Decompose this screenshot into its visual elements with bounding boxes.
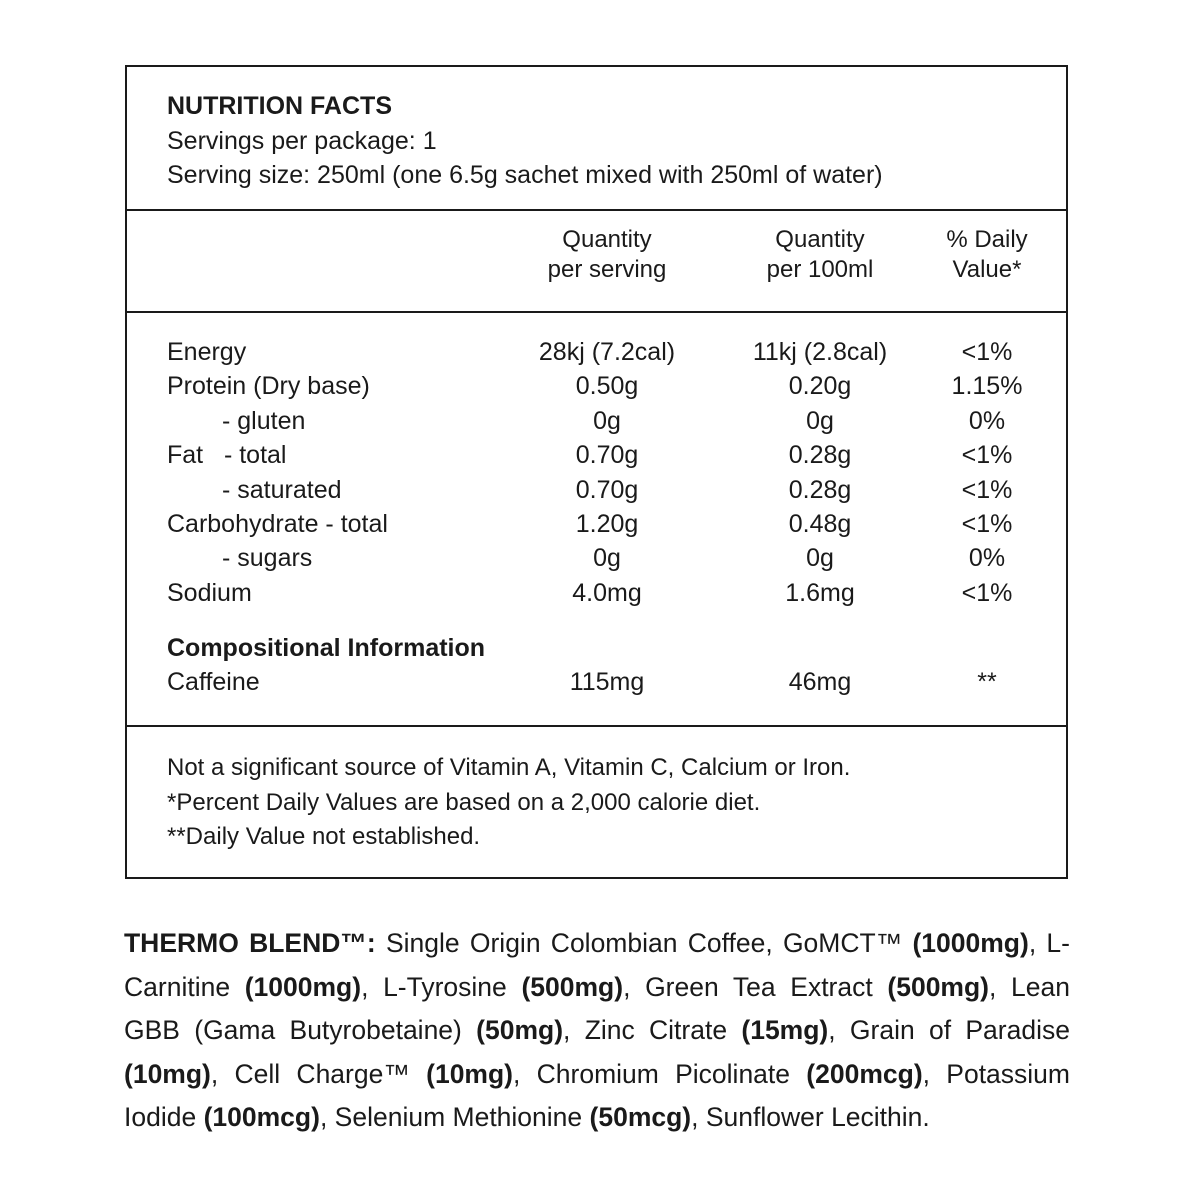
- ingredient-name: , L-Carnitine: [124, 928, 1070, 1002]
- daily-value: <1%: [961, 510, 1013, 538]
- table-row: [127, 369, 1066, 403]
- blend-title: THERMO BLEND™:: [124, 928, 376, 958]
- per-serving-value: 0g: [593, 544, 621, 573]
- column-header-per-serving: Quantity per serving: [547, 226, 667, 283]
- ingredient-quantity: (50mg): [476, 1015, 564, 1045]
- ingredient-quantity: (1000mg): [244, 971, 362, 1002]
- daily-value: <1%: [961, 338, 1013, 366]
- daily-value: <1%: [961, 441, 1013, 470]
- ingredient-name: , Cell Charge™: [210, 1058, 427, 1089]
- per-serving-value: 115mg: [569, 668, 645, 696]
- nutrient-label: - sugars: [222, 544, 313, 573]
- daily-value: <1%: [961, 578, 1013, 607]
- ingredient-name: , Green Tea Extract: [623, 971, 888, 1002]
- ingredient-name: , Lean GBB (Gama Butyrobetaine): [124, 971, 1070, 1045]
- ingredient-quantity: (500mg): [887, 971, 990, 1002]
- footnotes: [167, 751, 1066, 855]
- ingredient-name: , Selenium Methionine: [319, 1102, 590, 1132]
- ingredient-quantity: (15mg): [741, 1015, 829, 1045]
- ingredient-quantity: (10mg): [124, 1058, 211, 1089]
- nutrient-label: Protein (Dry base): [167, 372, 370, 401]
- per-100ml-value: 0.28g: [788, 441, 852, 470]
- per-serving-value: 1.20g: [575, 510, 639, 538]
- footnote-divider: [127, 725, 1066, 727]
- per-100ml-value: 0.28g: [788, 475, 852, 504]
- nutrient-label: Fat - total: [167, 441, 287, 470]
- nutrition-facts-panel: [125, 65, 1068, 879]
- nutrient-label: Sodium: [167, 578, 252, 607]
- per-100ml-value: 46mg: [788, 668, 852, 696]
- daily-value: 1.15%: [951, 372, 1023, 401]
- nutrient-label: Energy: [167, 338, 247, 366]
- table-row: [127, 404, 1066, 438]
- footnote: *Percent Daily Values are based on a 2,000 calorie diet.: [167, 788, 761, 816]
- footnote: **Daily Value not established.: [167, 823, 481, 850]
- serving-size: Serving size: 250ml (one 6.5g sachet mixed with 250ml of water): [167, 161, 883, 189]
- daily-value: <1%: [961, 475, 1013, 504]
- nutrient-label: Carbohydrate - total: [167, 510, 388, 538]
- ingredient-name: , Potassium Iodide: [124, 1058, 1070, 1132]
- header-divider: [127, 209, 1066, 211]
- nutrient-label: - gluten: [222, 406, 306, 435]
- per-serving-value: 28kj (7.2cal): [538, 338, 676, 366]
- ingredient-quantity: (100mcg): [203, 1102, 320, 1132]
- nutrient-label: Caffeine: [167, 668, 260, 696]
- per-serving-value: 0.70g: [575, 475, 639, 504]
- table-row: [127, 335, 1066, 369]
- per-100ml-value: 1.6mg: [785, 578, 855, 607]
- table-row: [127, 576, 1066, 610]
- per-100ml-value: 0g: [806, 544, 834, 573]
- per-serving-value: 0.50g: [575, 372, 639, 401]
- per-serving-value: 0.70g: [575, 441, 639, 470]
- table-row: [127, 541, 1066, 575]
- ingredient-quantity: (1000mg): [912, 928, 1029, 958]
- ingredient-name: , L-Tyrosine: [361, 971, 522, 1002]
- per-serving-value: 4.0mg: [572, 578, 642, 607]
- thermo-blend-ingredients: [124, 922, 1070, 1140]
- ingredient-quantity: (50mcg): [589, 1102, 692, 1132]
- ingredient-quantity: (200mcg): [806, 1058, 923, 1089]
- ingredient-name: , Zinc Citrate: [563, 1015, 742, 1045]
- panel-header: [167, 89, 1066, 193]
- ingredient-name: , Chromium Picolinate: [513, 1058, 807, 1089]
- per-100ml-value: 0g: [806, 406, 834, 435]
- column-header-daily-value: % Daily Value*: [946, 226, 1028, 283]
- table-row: [127, 473, 1066, 507]
- daily-value: **: [977, 668, 997, 696]
- ingredient-quantity: (10mg): [426, 1058, 514, 1089]
- daily-value: 0%: [968, 406, 1006, 435]
- compositional-title: Compositional Information: [167, 634, 486, 662]
- table-row: [127, 665, 1066, 699]
- per-serving-value: 0g: [593, 406, 621, 435]
- panel-title: NUTRITION FACTS: [167, 92, 392, 120]
- servings-per-package: Servings per package: 1: [167, 126, 437, 155]
- ingredient-name: , Sunflower Lecithin.: [691, 1102, 930, 1132]
- per-100ml-value: 0.20g: [788, 372, 852, 401]
- ingredient-quantity: (500mg): [521, 971, 624, 1002]
- nutrient-label: - saturated: [222, 475, 342, 504]
- footnote: Not a significant source of Vitamin A, Vitamin C, Calcium or Iron.: [167, 754, 851, 781]
- column-header-divider: [127, 311, 1066, 313]
- ingredient-name: , Grain of Paradise: [828, 1015, 1070, 1045]
- table-row: [127, 438, 1066, 472]
- table-row: [127, 507, 1066, 541]
- ingredient-name: Single Origin Colombian Coffee, GoMCT™: [385, 928, 913, 958]
- per-100ml-value: 0.48g: [788, 510, 852, 538]
- daily-value: 0%: [968, 544, 1006, 573]
- column-headers: [127, 225, 1066, 309]
- column-header-per-100ml: Quantity per 100ml: [766, 226, 874, 283]
- per-100ml-value: 11kj (2.8cal): [752, 338, 888, 366]
